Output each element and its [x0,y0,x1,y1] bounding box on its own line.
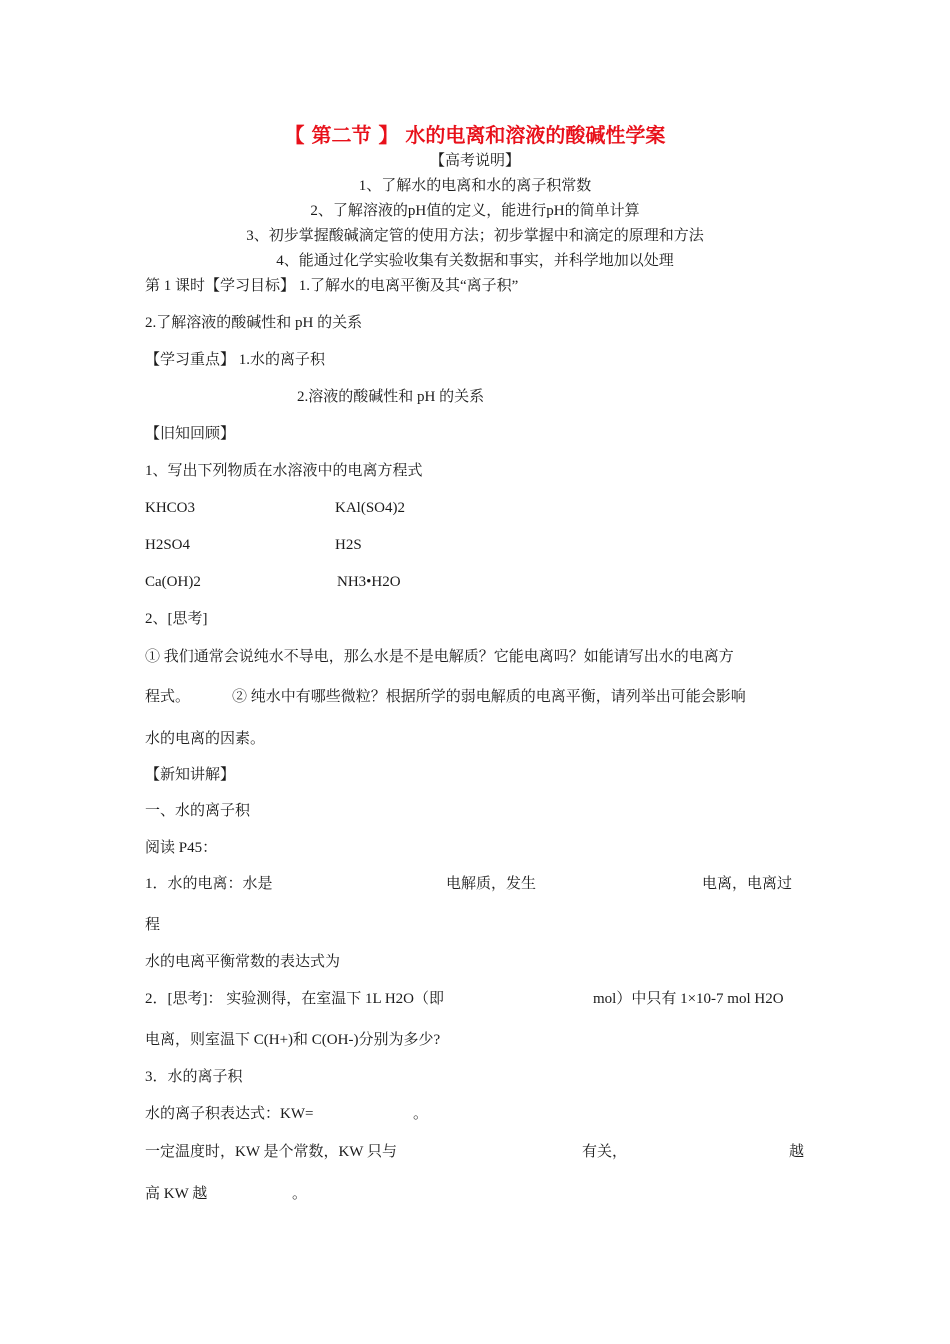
subsection-title: 一、水的离子积 [145,803,251,819]
formula: NH3•H2O [337,574,401,590]
objective-line: 2.了解溶液的酸碱性和 pH 的关系 [145,315,363,331]
fill-text: 。 [413,1106,429,1122]
page-title: 【 第二节 】 水的电离和溶液的酸碱性学案 [284,123,666,147]
gaokao-item: 2、了解溶液的pH值的定义，能进行pH的简单计算 [310,203,640,219]
formula: H2SO4 [145,537,191,553]
fill-text: mol）中只有 1×10-7 mol H2O [593,991,784,1007]
gaokao-heading: 【高考说明】 [429,153,520,169]
think-text: ② 纯水中有哪些微粒？根据所学的弱电解质的电离平衡，请列举出可能会影响 [232,689,746,705]
think-text: 水的电离的因素。 [145,731,266,747]
gaokao-item: 1、了解水的电离和水的离子积常数 [358,178,592,194]
fill-text: 有关， [582,1144,628,1160]
fill-text: 电离，电离过 [702,876,793,892]
read-note: 阅读 P45： [145,840,218,856]
question: 1、写出下列物质在水溶液中的电离方程式 [145,463,423,479]
fill-text: 电解质，发生 [446,876,537,892]
formula: Ca(OH)2 [145,574,201,590]
fill-text: 1．水的电离：水是 [145,876,273,892]
key-point-line: 【学习重点】 1.水的离子积 [145,352,326,368]
fill-text: 程 [145,917,161,933]
subsection-title: 3．水的离子积 [145,1069,243,1085]
gaokao-item: 3、初步掌握酸碱滴定管的使用方法；初步掌握中和滴定的原理和方法 [246,228,704,244]
fill-text: 越 [789,1144,805,1160]
objective-line: 第 1 课时【学习目标】 1.了解水的电离平衡及其“离子积” [145,278,519,294]
fill-text: 水的电离平衡常数的表达式为 [145,954,341,970]
think-text: ① 我们通常会说纯水不导电，那么水是不是电解质？它能电离吗？如能请写出水的电离方 [145,649,734,665]
formula: KHCO3 [145,500,196,516]
fill-text: 。 [292,1186,308,1202]
section-heading: 【新知讲解】 [145,767,236,783]
section-heading: 【旧知回顾】 [145,426,236,442]
think-text: 程式。 [145,689,191,705]
formula: KAl(SO4)2 [335,500,405,516]
question: 2、[思考] [145,611,208,627]
fill-text: 高 KW 越 [145,1186,208,1202]
formula: H2S [335,537,362,553]
fill-text: 一定温度时，KW 是个常数，KW 只与 [145,1144,397,1160]
fill-text: 2．[思考]： 实验测得，在室温下 1L H2O（即 [145,991,445,1007]
gaokao-item: 4、能通过化学实验收集有关数据和事实，并科学地加以处理 [276,253,674,269]
fill-text: 电离，则室温下 C(H+)和 C(OH-)分别为多少? [145,1032,441,1048]
key-point-line: 2.溶液的酸碱性和 pH 的关系 [297,389,485,405]
fill-text: 水的离子积表达式：KW= [145,1106,314,1122]
